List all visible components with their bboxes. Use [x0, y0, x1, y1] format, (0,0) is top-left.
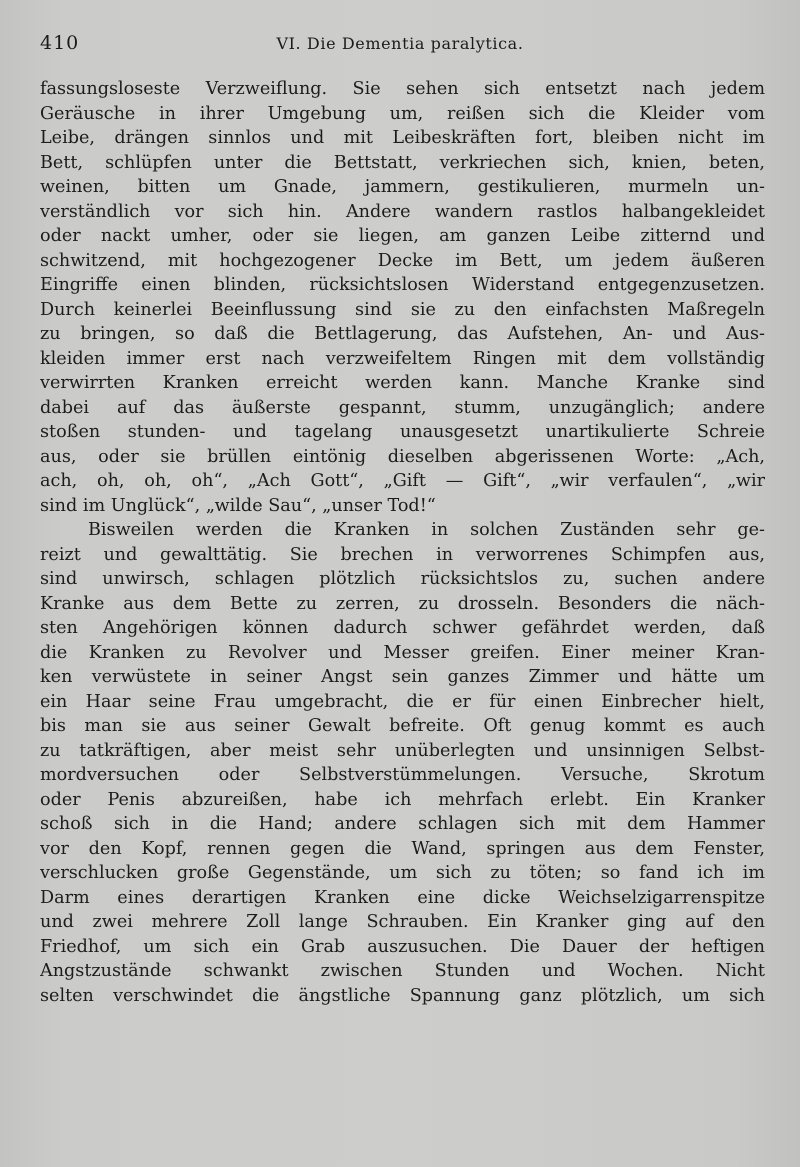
text-line: stoßen stunden- und tagelang unausgesetzt unartikulierte Schreie [40, 422, 765, 442]
text-line: verschlucken große Gegenstände, um sich zu töten; so fand ich im [40, 863, 765, 883]
text-line: die Kranken zu Revolver und Messer greifen. Einer meiner Kran- [40, 642, 765, 663]
text-line: Leibe, drängen sinnlos und mit Leibeskräften fort, bleiben nicht im [40, 128, 765, 148]
text-line: ach, oh, oh, oh“, „Ach Gott“, „Gift — Gift“, „wir verfaulen“, „wir [40, 471, 765, 491]
text-line: schwitzend, mit hochgezogener Decke im Bett, um jedem äußeren [40, 250, 765, 271]
text-line: ein Haar seine Frau umgebracht, die er für einen Einbrecher hielt, [40, 691, 765, 712]
text-line: oder Penis abzureißen, habe ich mehrfach erlebt. Ein Kranker [40, 789, 765, 810]
text-line: sind unwirsch, schlagen plötzlich rücksichtslos zu, suchen andere [40, 569, 765, 589]
text-line-paragraph-end: sind im Unglück“, „wilde Sau“, „unser Tod!“ [40, 495, 436, 516]
text-line: weinen, bitten um Gnade, jammern, gestikulieren, murmeln un- [40, 177, 765, 197]
text-line: Geräusche in ihrer Umgebung um, reißen sich die Kleider vom [40, 103, 765, 124]
text-line: verwirrten Kranken erreicht werden kann. Manche Kranke sind [40, 373, 765, 393]
text-line: schoß sich in die Hand; andere schlagen sich mit dem Hammer [40, 814, 765, 834]
text-line: Durch keinerlei Beeinflussung sind sie zu den einfachsten Maßregeln [40, 299, 765, 320]
text-line-paragraph-start: Bisweilen werden die Kranken in solchen Zuständen sehr ge- [88, 520, 765, 540]
page-number: 410 [40, 32, 80, 54]
text-line: sten Angehörigen können dadurch schwer gefährdet werden, daß [40, 618, 765, 638]
text-line: bis man sie aus seiner Gewalt befreite. Oft genug kommt es auch [40, 716, 765, 736]
text-line: Angstzustände schwankt zwischen Stunden und Wochen. Nicht [40, 961, 765, 981]
body-text [40, 77, 765, 1008]
text-line: mordversuchen oder Selbstverstümmelungen. Versuche, Skrotum [40, 765, 765, 785]
text-line: reizt und gewalttätig. Sie brechen in verworrenes Schimpfen aus, [40, 544, 765, 565]
text-line: dabei auf das äußerste gespannt, stumm, unzugänglich; andere [40, 397, 765, 418]
running-head: VI. Die Dementia paralytica. [276, 34, 524, 53]
page-header [38, 32, 762, 58]
text-line: ken verwüstete in seiner Angst sein ganzes Zimmer und hätte um [40, 667, 765, 687]
text-line: vor den Kopf, rennen gegen die Wand, springen aus dem Fenster, [40, 838, 765, 859]
text-line: selten verschwindet die ängstliche Spannung ganz plötzlich, um sich [40, 985, 765, 1006]
text-line: oder nackt umher, oder sie liegen, am ganzen Leibe zitternd und [40, 226, 765, 246]
text-line: Friedhof, um sich ein Grab auszusuchen. Die Dauer der heftigen [40, 936, 765, 957]
text-line: Bett, schlüpfen unter die Bettstatt, verkriechen sich, knien, beten, [40, 152, 765, 173]
text-line: und zwei mehrere Zoll lange Schrauben. Ein Kranker ging auf den [40, 912, 765, 932]
text-line: kleiden immer erst nach verzweifeltem Ringen mit dem vollständig [40, 348, 765, 369]
text-line: fassungsloseste Verzweiflung. Sie sehen sich entsetzt nach jedem [40, 79, 765, 99]
text-line: Kranke aus dem Bette zu zerren, zu drosseln. Besonders die näch- [40, 593, 765, 614]
text-line: zu bringen, so daß die Bettlagerung, das Aufstehen, An- und Aus- [40, 324, 765, 344]
text-line: aus, oder sie brüllen eintönig dieselben abgerissenen Worte: „Ach, [40, 446, 765, 467]
text-line: zu tatkräftigen, aber meist sehr unüberlegten und unsinnigen Selbst- [40, 740, 765, 761]
text-line: Darm eines derartigen Kranken eine dicke Weichselzigarrenspitze [40, 887, 765, 908]
text-line: verständlich vor sich hin. Andere wandern rastlos halbangekleidet [40, 201, 765, 222]
text-line: Eingriffe einen blinden, rücksichtslosen Widerstand entgegenzusetzen. [40, 275, 765, 295]
